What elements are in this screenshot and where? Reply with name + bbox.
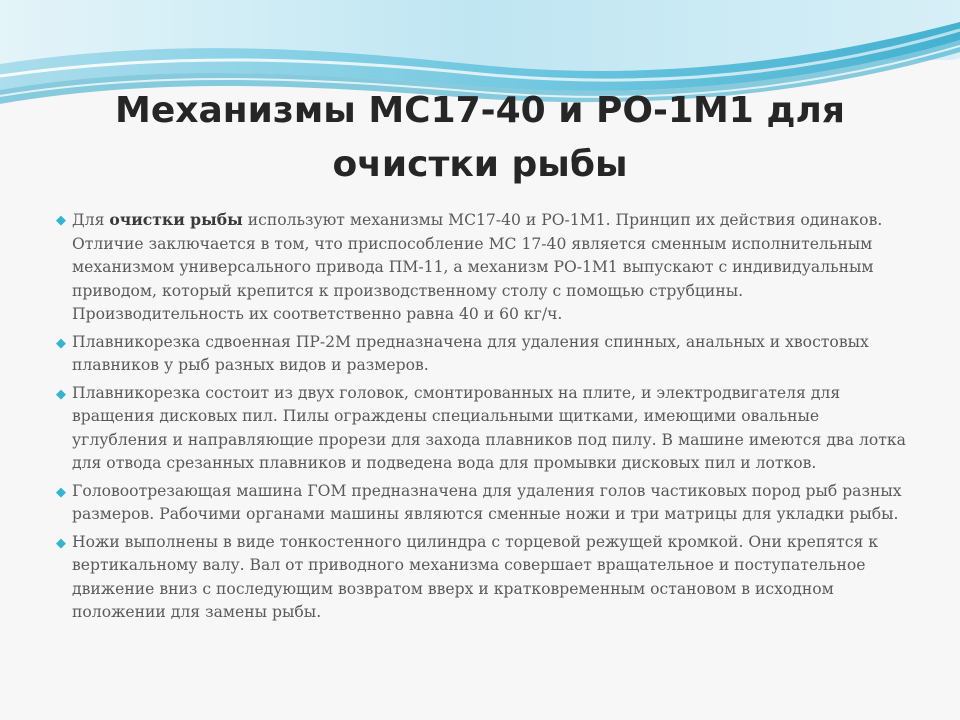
bullet-lead-text: Для bbox=[72, 211, 110, 229]
bullet-text: Плавникорезка сдвоенная ПР-2М предназначена для удаления спинных, анальных и хвостовых плавников у рыб разных видов и размеров. bbox=[72, 332, 869, 374]
bullet-item bbox=[56, 480, 906, 527]
bullet-diamond-icon: ◆ bbox=[56, 213, 66, 228]
slide-title bbox=[60, 84, 900, 192]
title-line-1: Механизмы МС17-40 и РО-1М1 для bbox=[115, 90, 845, 131]
title-line-2: очистки рыбы bbox=[332, 144, 628, 185]
bullet-diamond-icon: ◆ bbox=[56, 535, 66, 551]
bullet-item bbox=[56, 382, 906, 476]
bullet-item bbox=[56, 208, 906, 327]
bullet-text: используют механизмы МС17-40 и РО-1М1. Принцип их действия одинаков. Отличие заключается в том, что приспособление МС 17-40 является сменным исполнительным механизмом универсального привода ПМ-11, а механизм РО-1М1 выпускают с индивидуальным приводом, который крепится к производственному столу с помощью струбцины. Производительность их соответственно равна 40 и 60 кг/ч. bbox=[72, 211, 883, 323]
bullet-list bbox=[56, 208, 906, 629]
bullet-diamond-icon: ◆ bbox=[56, 335, 66, 351]
bullet-item bbox=[56, 331, 906, 378]
bullet-text: Головоотрезающая машина ГОМ предназначена для удаления голов частиковых пород рыб разных размеров. Рабочими органами машины являются сменные ножи и три матрицы для укладки рыбы. bbox=[72, 481, 902, 523]
bullet-text: Ножи выполнены в виде тонкостенного цилиндра с торцевой режущей кромкой. Они крепятся к вертикальному валу. Вал от приводного механизма совершает вращательное и поступательное движение вниз с последующим возвратом вверх и кратковременным остановом в исходном положении для замены рыбы. bbox=[72, 532, 878, 621]
bullet-item bbox=[56, 531, 906, 625]
bullet-diamond-icon: ◆ bbox=[56, 386, 66, 402]
bullet-diamond-icon: ◆ bbox=[56, 484, 66, 500]
bullet-text: Плавникорезка состоит из двух головок, смонтированных на плите, и электродвигателя для вращения дисковых пил. Пилы ограждены специальными щитками, имеющими овальные углубления и направляющие прорези для захода плавников под пилу. В машине имеются два лотка для отвода срезанных плавников и подведена вода для промывки дисковых пил и лотков. bbox=[72, 383, 906, 472]
bullet-emphasis-text: очистки рыбы bbox=[109, 210, 243, 229]
